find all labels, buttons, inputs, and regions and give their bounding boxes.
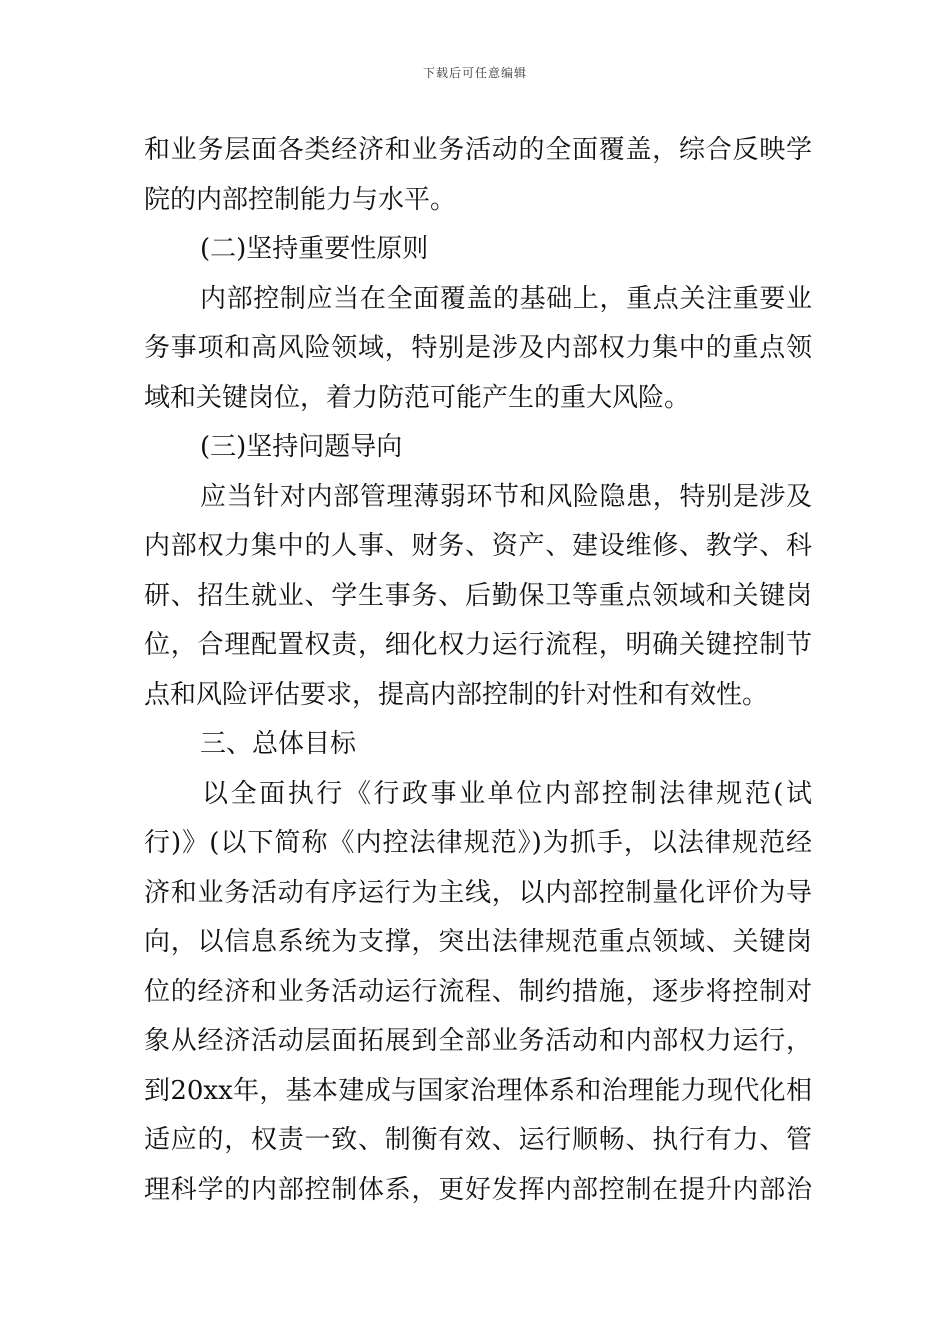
body-line: 应当针对内部管理薄弱环节和风险隐患，特别是涉及	[200, 481, 812, 512]
body-line: 适应的，权责一致、制衡有效、运行顺畅、执行有力、管	[144, 1125, 812, 1155]
body-line: 位，合理配置权责，细化权力运行流程，明确关键控制节	[144, 630, 812, 660]
body-line: 以全面执行《行政事业单位内部控制法律规范(试	[202, 778, 812, 809]
body-line: 行)》(以下简称《内控法律规范》)为抓手，以法律规范经	[144, 828, 812, 858]
section-heading: (二)坚持重要性原则	[200, 234, 429, 264]
page-header: 下载后可任意编辑	[422, 66, 527, 80]
body-line: 域和关键岗位，着力防范可能产生的重大风险。	[144, 382, 691, 413]
body-line: 务事项和高风险领域，特别是涉及内部权力集中的重点领	[144, 333, 812, 363]
body-line: 济和业务活动有序运行为主线，以内部控制量化评价为导	[144, 877, 812, 908]
body-line: 象从经济活动层面拓展到全部业务活动和内部权力运行，	[144, 1026, 812, 1056]
body-line: 点和风险评估要求，提高内部控制的针对性和有效性。	[144, 679, 769, 710]
body-line: 到20xx年，基本建成与国家治理体系和治理能力现代化相	[144, 1075, 812, 1106]
section-heading: 三、总体目标	[200, 729, 357, 759]
body-line: 内部权力集中的人事、财务、资产、建设维修、教学、科	[144, 531, 812, 561]
body-line: 和业务层面各类经济和业务活动的全面覆盖，综合反映学	[144, 135, 812, 165]
body-line: 理科学的内部控制体系，更好发挥内部控制在提升内部治	[144, 1174, 812, 1205]
body-line: 向，以信息系统为支撑，突出法律规范重点领域、关键岗	[144, 927, 812, 957]
document-body	[144, 126, 812, 1215]
body-line: 位的经济和业务活动运行流程、制约措施，逐步将控制对	[144, 976, 812, 1007]
section-heading: (三)坚持问题导向	[200, 432, 403, 462]
body-line: 院的内部控制能力与水平。	[144, 184, 457, 215]
body-line: 内部控制应当在全面覆盖的基础上，重点关注重要业	[200, 283, 812, 314]
body-line: 研、招生就业、学生事务、后勤保卫等重点领域和关键岗	[144, 580, 812, 611]
